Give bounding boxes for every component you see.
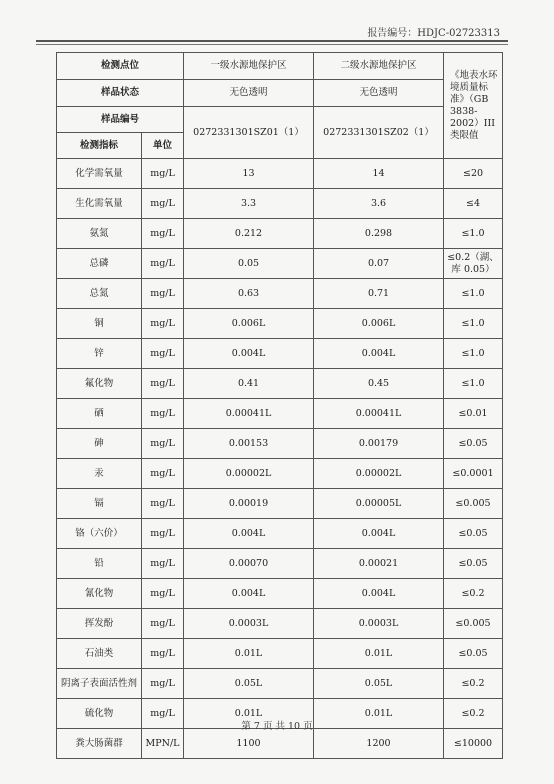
standard-header: 《地表水环境质量标准》（GB 3838-2002）III类限值 bbox=[444, 53, 503, 159]
header-rule bbox=[36, 40, 508, 42]
water-quality-table bbox=[56, 52, 503, 759]
standard-limit: ≤0.005 bbox=[444, 609, 503, 639]
value-site-1: 0.05L bbox=[184, 669, 314, 699]
table-row bbox=[57, 549, 503, 579]
indicator-name: 化学需氧量 bbox=[57, 159, 142, 189]
table-row bbox=[57, 639, 503, 669]
standard-limit: ≤0.01 bbox=[444, 399, 503, 429]
indicator-name: 镉 bbox=[57, 489, 142, 519]
value-site-2: 0.298 bbox=[314, 219, 444, 249]
indicator-name: 锌 bbox=[57, 339, 142, 369]
value-site-2: 0.45 bbox=[314, 369, 444, 399]
value-site-1: 0.00002L bbox=[184, 459, 314, 489]
label-state: 样品状态 bbox=[57, 80, 184, 107]
standard-limit: ≤1.0 bbox=[444, 339, 503, 369]
value-site-1: 0.004L bbox=[184, 339, 314, 369]
table-row bbox=[57, 669, 503, 699]
indicator-unit: mg/L bbox=[142, 669, 184, 699]
indicator-unit: mg/L bbox=[142, 249, 184, 279]
value-site-1: 0.212 bbox=[184, 219, 314, 249]
header-rule-thin bbox=[36, 44, 508, 45]
value-site-2: 0.00021 bbox=[314, 549, 444, 579]
table-row bbox=[57, 159, 503, 189]
indicator-unit: mg/L bbox=[142, 339, 184, 369]
value-site-1: 3.3 bbox=[184, 189, 314, 219]
table-row bbox=[57, 399, 503, 429]
standard-limit: ≤0.2 bbox=[444, 699, 503, 729]
standard-limit: ≤0.05 bbox=[444, 549, 503, 579]
value-site-2: 0.00002L bbox=[314, 459, 444, 489]
indicator-unit: mg/L bbox=[142, 609, 184, 639]
value-site-1: 0.00019 bbox=[184, 489, 314, 519]
label-unit: 单位 bbox=[142, 133, 184, 159]
standard-limit: ≤1.0 bbox=[444, 309, 503, 339]
table-row bbox=[57, 339, 503, 369]
standard-limit: ≤1.0 bbox=[444, 219, 503, 249]
value-site-2: 3.6 bbox=[314, 189, 444, 219]
value-site-2: 0.006L bbox=[314, 309, 444, 339]
value-site-2: 0.07 bbox=[314, 249, 444, 279]
value-site-1: 0.004L bbox=[184, 579, 314, 609]
value-site-2: 0.004L bbox=[314, 579, 444, 609]
site-2: 二级水源地保护区 bbox=[314, 53, 444, 80]
value-site-1: 0.63 bbox=[184, 279, 314, 309]
table-row bbox=[57, 279, 503, 309]
standard-limit: ≤4 bbox=[444, 189, 503, 219]
indicator-name: 硫化物 bbox=[57, 699, 142, 729]
indicator-name: 铬（六价） bbox=[57, 519, 142, 549]
indicator-name: 挥发酚 bbox=[57, 609, 142, 639]
indicator-unit: mg/L bbox=[142, 429, 184, 459]
label-indicator: 检测指标 bbox=[57, 133, 142, 159]
row-site bbox=[57, 53, 503, 80]
standard-limit: ≤0.05 bbox=[444, 639, 503, 669]
indicator-unit: mg/L bbox=[142, 639, 184, 669]
indicator-name: 硒 bbox=[57, 399, 142, 429]
value-site-1: 0.00153 bbox=[184, 429, 314, 459]
indicator-name: 氨氮 bbox=[57, 219, 142, 249]
indicator-name: 粪大肠菌群 bbox=[57, 729, 142, 759]
standard-limit: ≤0.2 bbox=[444, 579, 503, 609]
indicator-name: 总氮 bbox=[57, 279, 142, 309]
standard-limit: ≤20 bbox=[444, 159, 503, 189]
table-row bbox=[57, 489, 503, 519]
indicator-unit: MPN/L bbox=[142, 729, 184, 759]
value-site-1: 0.05 bbox=[184, 249, 314, 279]
standard-limit: ≤0.05 bbox=[444, 429, 503, 459]
indicator-unit: mg/L bbox=[142, 549, 184, 579]
value-site-1: 0.004L bbox=[184, 519, 314, 549]
table-row bbox=[57, 609, 503, 639]
indicator-unit: mg/L bbox=[142, 399, 184, 429]
indicator-unit: mg/L bbox=[142, 219, 184, 249]
code-2: 0272331301SZ02（1） bbox=[314, 107, 444, 159]
state-2: 无色透明 bbox=[314, 80, 444, 107]
table-row bbox=[57, 219, 503, 249]
indicator-name: 氰化物 bbox=[57, 579, 142, 609]
standard-limit: ≤0.005 bbox=[444, 489, 503, 519]
value-site-2: 0.01L bbox=[314, 639, 444, 669]
value-site-1: 0.01L bbox=[184, 699, 314, 729]
value-site-2: 0.0003L bbox=[314, 609, 444, 639]
indicator-unit: mg/L bbox=[142, 159, 184, 189]
indicator-unit: mg/L bbox=[142, 369, 184, 399]
value-site-1: 0.0003L bbox=[184, 609, 314, 639]
indicator-name: 石油类 bbox=[57, 639, 142, 669]
indicator-unit: mg/L bbox=[142, 579, 184, 609]
code-1: 0272331301SZ01（1） bbox=[184, 107, 314, 159]
standard-limit: ≤1.0 bbox=[444, 279, 503, 309]
standard-limit: ≤10000 bbox=[444, 729, 503, 759]
indicator-unit: mg/L bbox=[142, 489, 184, 519]
indicator-name: 阴离子表面活性剂 bbox=[57, 669, 142, 699]
standard-limit: ≤0.2 bbox=[444, 669, 503, 699]
value-site-2: 0.00179 bbox=[314, 429, 444, 459]
table-row bbox=[57, 729, 503, 759]
table-row bbox=[57, 369, 503, 399]
indicator-unit: mg/L bbox=[142, 279, 184, 309]
indicator-name: 铅 bbox=[57, 549, 142, 579]
indicator-name: 生化需氧量 bbox=[57, 189, 142, 219]
row-code bbox=[57, 107, 503, 133]
indicator-unit: mg/L bbox=[142, 189, 184, 219]
table-row bbox=[57, 309, 503, 339]
value-site-1: 0.00041L bbox=[184, 399, 314, 429]
standard-limit: ≤1.0 bbox=[444, 369, 503, 399]
value-site-1: 13 bbox=[184, 159, 314, 189]
standard-limit: ≤0.0001 bbox=[444, 459, 503, 489]
value-site-1: 0.41 bbox=[184, 369, 314, 399]
indicator-name: 汞 bbox=[57, 459, 142, 489]
label-site: 检测点位 bbox=[57, 53, 184, 80]
row-state bbox=[57, 80, 503, 107]
table-row bbox=[57, 429, 503, 459]
indicator-name: 氟化物 bbox=[57, 369, 142, 399]
indicator-name: 砷 bbox=[57, 429, 142, 459]
value-site-2: 1200 bbox=[314, 729, 444, 759]
value-site-1: 0.00070 bbox=[184, 549, 314, 579]
value-site-2: 0.00005L bbox=[314, 489, 444, 519]
value-site-2: 14 bbox=[314, 159, 444, 189]
table-row bbox=[57, 249, 503, 279]
standard-limit: ≤0.2（湖、库 0.05） bbox=[444, 249, 503, 279]
value-site-1: 0.01L bbox=[184, 639, 314, 669]
table-row bbox=[57, 579, 503, 609]
indicator-unit: mg/L bbox=[142, 699, 184, 729]
value-site-2: 0.01L bbox=[314, 699, 444, 729]
site-1: 一级水源地保护区 bbox=[184, 53, 314, 80]
value-site-2: 0.00041L bbox=[314, 399, 444, 429]
indicator-unit: mg/L bbox=[142, 309, 184, 339]
value-site-2: 0.05L bbox=[314, 669, 444, 699]
report-number: 报告编号：HDJC-02723313 bbox=[367, 28, 500, 39]
indicator-name: 总磷 bbox=[57, 249, 142, 279]
value-site-2: 0.004L bbox=[314, 339, 444, 369]
indicator-unit: mg/L bbox=[142, 519, 184, 549]
state-1: 无色透明 bbox=[184, 80, 314, 107]
indicator-name: 铜 bbox=[57, 309, 142, 339]
value-site-1: 1100 bbox=[184, 729, 314, 759]
value-site-2: 0.71 bbox=[314, 279, 444, 309]
value-site-2: 0.004L bbox=[314, 519, 444, 549]
standard-limit: ≤0.05 bbox=[444, 519, 503, 549]
indicator-unit: mg/L bbox=[142, 459, 184, 489]
table-row bbox=[57, 459, 503, 489]
table-row bbox=[57, 189, 503, 219]
value-site-1: 0.006L bbox=[184, 309, 314, 339]
page-number: 第 7 页 共 10 页 bbox=[241, 721, 313, 732]
table-row bbox=[57, 519, 503, 549]
label-code: 样品编号 bbox=[57, 107, 184, 133]
